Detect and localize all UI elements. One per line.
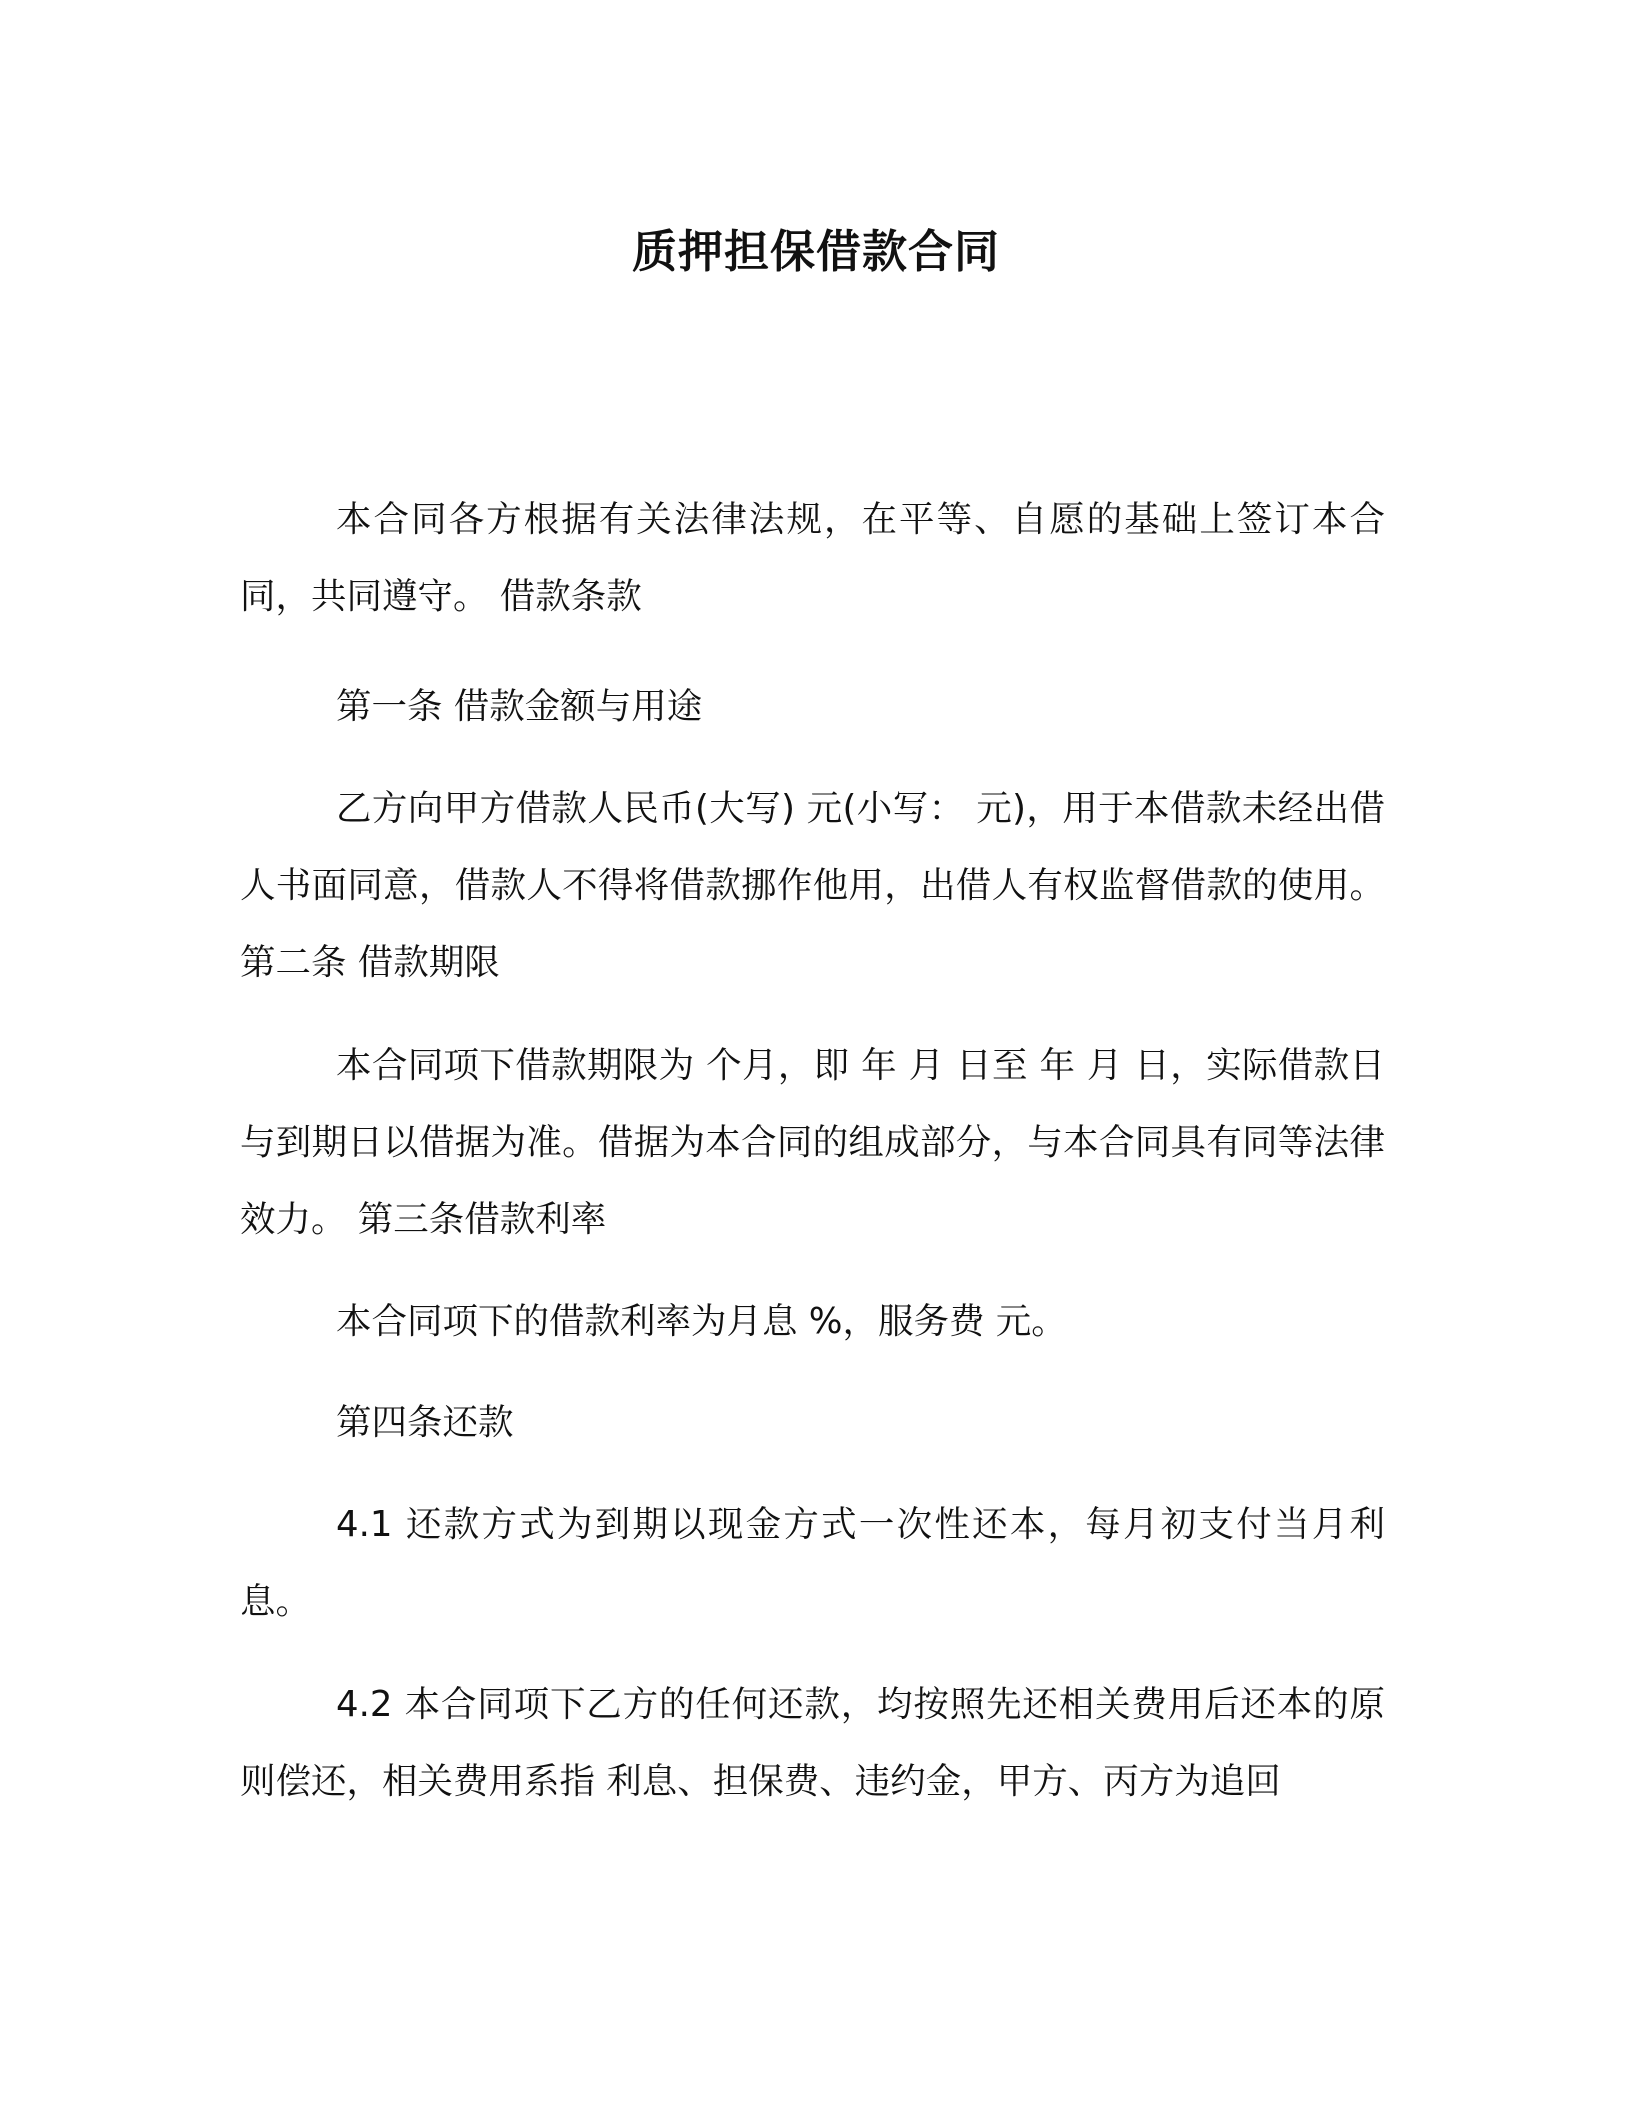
paragraph-repayment-4-1: 4.1 还款方式为到期以现金方式一次性还本，每月初支付当月利息。 — [240, 1504, 1385, 1622]
document-title: 质押担保借款合同 — [631, 225, 1000, 278]
paragraph-repayment-4-2: 4.2 本合同项下乙方的任何还款，均按照先还相关费用后还本的原则偿还，相关费用系指 利息、担保费、违约金，甲方、丙方为追回 — [240, 1684, 1385, 1802]
paragraph-article-1-heading: 第一条 借款金额与用途 — [336, 686, 703, 727]
paragraph-interest-rate: 本合同项下的借款利率为月息 %，服务费 元。 — [336, 1301, 1067, 1342]
paragraph-loan-term: 本合同项下借款期限为 个月，即 年 月 日至 年 月 日，实际借款日与到期日以借据为准。借据为本合同的组成部分，与本合同具有同等法律效力。 第三条借款利率 — [240, 1045, 1385, 1240]
paragraph-loan-amount: 乙方向甲方借款人民币(大写) 元(小写： 元)，用于本借款未经出借人书面同意，借款人不得将借款挪作他用，出借人有权监督借款的使用。 第二条 借款期限 — [240, 788, 1385, 983]
paragraph-article-4-heading: 第四条还款 — [336, 1402, 514, 1443]
paragraph-preamble: 本合同各方根据有关法律法规，在平等、自愿的基础上签订本合同，共同遵守。 借款条款 — [240, 499, 1385, 617]
